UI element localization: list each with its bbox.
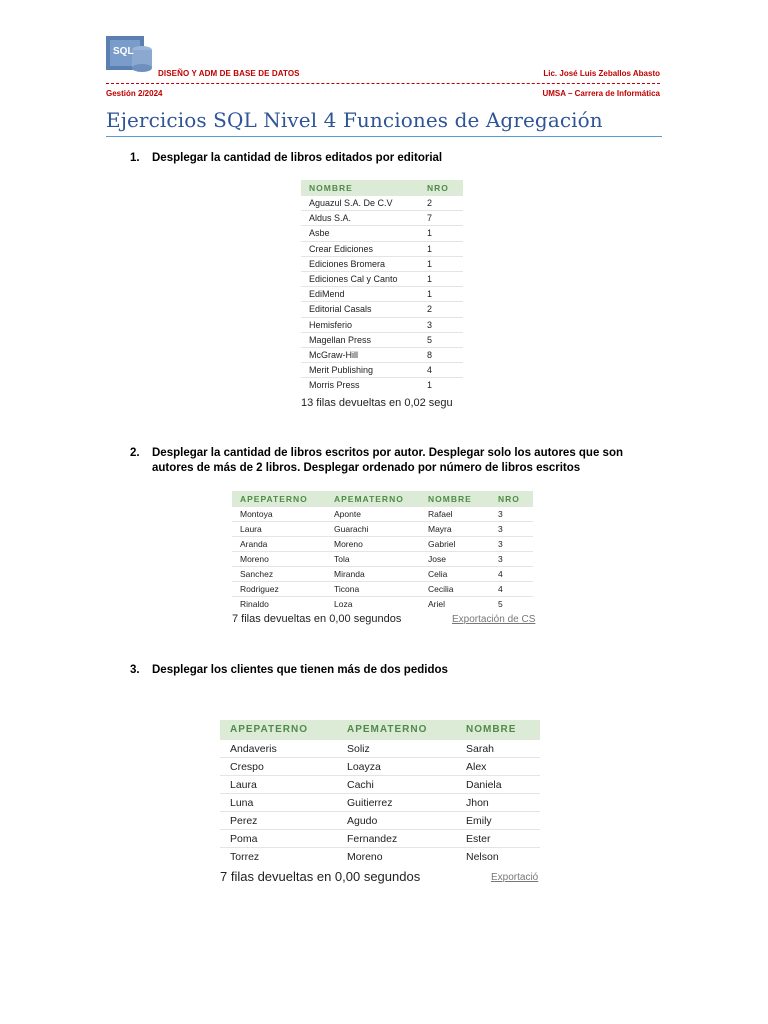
question-1 bbox=[130, 151, 650, 167]
table-cell: 8 bbox=[427, 347, 463, 362]
table-row bbox=[232, 552, 533, 567]
export-link[interactable]: Exportació bbox=[491, 872, 539, 883]
table-cell: Ediciones Cal y Canto bbox=[301, 271, 427, 286]
table-cell: Poma bbox=[220, 830, 337, 848]
column-header: NOMBRE bbox=[456, 720, 540, 740]
title-underline bbox=[106, 136, 662, 137]
result-footer: 13 filas devueltas en 0,02 segu bbox=[301, 397, 453, 409]
column-header: APEPATERNO bbox=[232, 491, 326, 507]
table-cell: Tola bbox=[326, 552, 420, 567]
table-row bbox=[232, 597, 533, 612]
teacher-name: Lic. José Luis Zeballos Abasto bbox=[543, 69, 660, 78]
table-row bbox=[232, 507, 533, 522]
table-cell: Emily bbox=[456, 812, 540, 830]
table-cell: Moreno bbox=[232, 552, 326, 567]
table-row bbox=[301, 332, 463, 347]
table-row bbox=[232, 582, 533, 597]
table-cell: 3 bbox=[490, 507, 533, 522]
table-row bbox=[301, 347, 463, 362]
result-table-2 bbox=[232, 491, 533, 611]
table-cell: Crear Ediciones bbox=[301, 241, 427, 256]
table-cell: Torrez bbox=[220, 848, 337, 866]
table-cell: Rodriguez bbox=[232, 582, 326, 597]
table-row bbox=[220, 812, 540, 830]
column-header: NOMBRE bbox=[301, 180, 427, 196]
result-footer: 7 filas devueltas en 0,00 segundos bbox=[220, 869, 421, 884]
table-cell: Miranda bbox=[326, 567, 420, 582]
table-row bbox=[301, 211, 463, 226]
table-cell: Merit Publishing bbox=[301, 363, 427, 378]
table-cell: 7 bbox=[427, 211, 463, 226]
table-row bbox=[220, 758, 540, 776]
table-row bbox=[301, 226, 463, 241]
question-number: 3. bbox=[130, 664, 140, 676]
table-cell: Aldus S.A. bbox=[301, 211, 427, 226]
table-cell: Cachi bbox=[337, 776, 456, 794]
table-cell: Cecilia bbox=[420, 582, 490, 597]
table-cell: Asbe bbox=[301, 226, 427, 241]
table-row bbox=[232, 522, 533, 537]
table-cell: Laura bbox=[220, 776, 337, 794]
table-cell: Rafael bbox=[420, 507, 490, 522]
table-cell: 3 bbox=[490, 537, 533, 552]
table-cell: Agudo bbox=[337, 812, 456, 830]
table-cell: EdiMend bbox=[301, 287, 427, 302]
table-cell: Montoya bbox=[232, 507, 326, 522]
column-header: NRO bbox=[490, 491, 533, 507]
table-cell: Perez bbox=[220, 812, 337, 830]
column-header: APEMATERNO bbox=[326, 491, 420, 507]
table-cell: 3 bbox=[427, 317, 463, 332]
table-cell: Mayra bbox=[420, 522, 490, 537]
table-row bbox=[232, 537, 533, 552]
table-cell: 5 bbox=[490, 597, 533, 612]
question-text-line-1: Desplegar la cantidad de libros escritos por autor. Desplegar solo los autores que son bbox=[152, 447, 623, 459]
table-cell: Aranda bbox=[232, 537, 326, 552]
table-cell: Celia bbox=[420, 567, 490, 582]
result-table-1 bbox=[301, 180, 463, 392]
table-cell: Guarachi bbox=[326, 522, 420, 537]
table-cell: 1 bbox=[427, 241, 463, 256]
column-header: NRO bbox=[427, 180, 463, 196]
table-cell: Laura bbox=[232, 522, 326, 537]
table-row bbox=[301, 287, 463, 302]
table-row bbox=[301, 317, 463, 332]
table-row bbox=[301, 241, 463, 256]
question-text-line-2: autores de más de 2 libros. Desplegar ordenado por número de libros escritos bbox=[152, 462, 581, 474]
table-cell: Fernandez bbox=[337, 830, 456, 848]
question-text: Desplegar los clientes que tienen más de dos pedidos bbox=[152, 664, 448, 676]
sql-logo bbox=[106, 36, 154, 76]
table-cell: Editorial Casals bbox=[301, 302, 427, 317]
result-footer: 7 filas devueltas en 0,00 segundos bbox=[232, 613, 402, 625]
table-cell: 3 bbox=[490, 522, 533, 537]
table-cell: 2 bbox=[427, 196, 463, 211]
table-row bbox=[220, 776, 540, 794]
table-row bbox=[232, 567, 533, 582]
table-cell: 4 bbox=[490, 567, 533, 582]
table-cell: Gabriel bbox=[420, 537, 490, 552]
table-cell: Alex bbox=[456, 758, 540, 776]
table-cell: 4 bbox=[427, 363, 463, 378]
table-cell: Ticona bbox=[326, 582, 420, 597]
table-cell: Jhon bbox=[456, 794, 540, 812]
table-cell: Loza bbox=[326, 597, 420, 612]
table-row bbox=[220, 848, 540, 866]
table-cell: McGraw-Hill bbox=[301, 347, 427, 362]
table-cell: Moreno bbox=[326, 537, 420, 552]
table-cell: Aguazul S.A. De C.V bbox=[301, 196, 427, 211]
table-row bbox=[301, 363, 463, 378]
question-number: 1. bbox=[130, 152, 140, 164]
export-link[interactable]: Exportación de CS bbox=[452, 614, 536, 625]
question-text: Desplegar la cantidad de libros editados por editorial bbox=[152, 152, 443, 164]
result-table-3 bbox=[220, 720, 540, 865]
question-3 bbox=[130, 663, 650, 679]
table-cell: Luna bbox=[220, 794, 337, 812]
page-title: Ejercicios SQL Nivel 4 Funciones de Agregación bbox=[106, 108, 603, 132]
table-cell: Nelson bbox=[456, 848, 540, 866]
table-row bbox=[301, 302, 463, 317]
table-cell: Morris Press bbox=[301, 378, 427, 393]
table-cell: Sarah bbox=[456, 740, 540, 758]
table-cell: 1 bbox=[427, 256, 463, 271]
table-cell: Loayza bbox=[337, 758, 456, 776]
course-name: DISEÑO Y ADM DE BASE DE DATOS bbox=[158, 69, 300, 78]
question-number: 2. bbox=[130, 447, 140, 459]
table-cell: 1 bbox=[427, 271, 463, 286]
table-cell: Magellan Press bbox=[301, 332, 427, 347]
table-cell: Ediciones Bromera bbox=[301, 256, 427, 271]
table-row bbox=[301, 256, 463, 271]
table-header-row bbox=[232, 491, 533, 507]
table-row bbox=[220, 740, 540, 758]
table-cell: 2 bbox=[427, 302, 463, 317]
table-row bbox=[301, 196, 463, 211]
table-cell: Aponte bbox=[326, 507, 420, 522]
table-header-row bbox=[301, 180, 463, 196]
column-header: APEPATERNO bbox=[220, 720, 337, 740]
table-cell: Ester bbox=[456, 830, 540, 848]
table-cell: Hemisferio bbox=[301, 317, 427, 332]
table-cell: 1 bbox=[427, 378, 463, 393]
question-2 bbox=[130, 446, 670, 478]
table-cell: 1 bbox=[427, 226, 463, 241]
table-cell: Moreno bbox=[337, 848, 456, 866]
table-cell: Crespo bbox=[220, 758, 337, 776]
table-header-row bbox=[220, 720, 540, 740]
column-header: APEMATERNO bbox=[337, 720, 456, 740]
table-cell: 3 bbox=[490, 552, 533, 567]
table-row bbox=[220, 830, 540, 848]
header-divider bbox=[106, 83, 660, 84]
table-cell: Ariel bbox=[420, 597, 490, 612]
table-cell: Rinaldo bbox=[232, 597, 326, 612]
table-cell: 4 bbox=[490, 582, 533, 597]
term: Gestión 2/2024 bbox=[106, 89, 163, 98]
table-cell: Sanchez bbox=[232, 567, 326, 582]
table-cell: Jose bbox=[420, 552, 490, 567]
table-row bbox=[220, 794, 540, 812]
table-row bbox=[301, 271, 463, 286]
table-row bbox=[301, 378, 463, 393]
logo-text: SQL bbox=[113, 46, 134, 57]
column-header: NOMBRE bbox=[420, 491, 490, 507]
table-cell: Daniela bbox=[456, 776, 540, 794]
table-cell: Soliz bbox=[337, 740, 456, 758]
table-cell: Andaveris bbox=[220, 740, 337, 758]
table-cell: 1 bbox=[427, 287, 463, 302]
table-cell: Guitierrez bbox=[337, 794, 456, 812]
table-cell: 5 bbox=[427, 332, 463, 347]
institution: UMSA – Carrera de Informática bbox=[542, 89, 660, 98]
